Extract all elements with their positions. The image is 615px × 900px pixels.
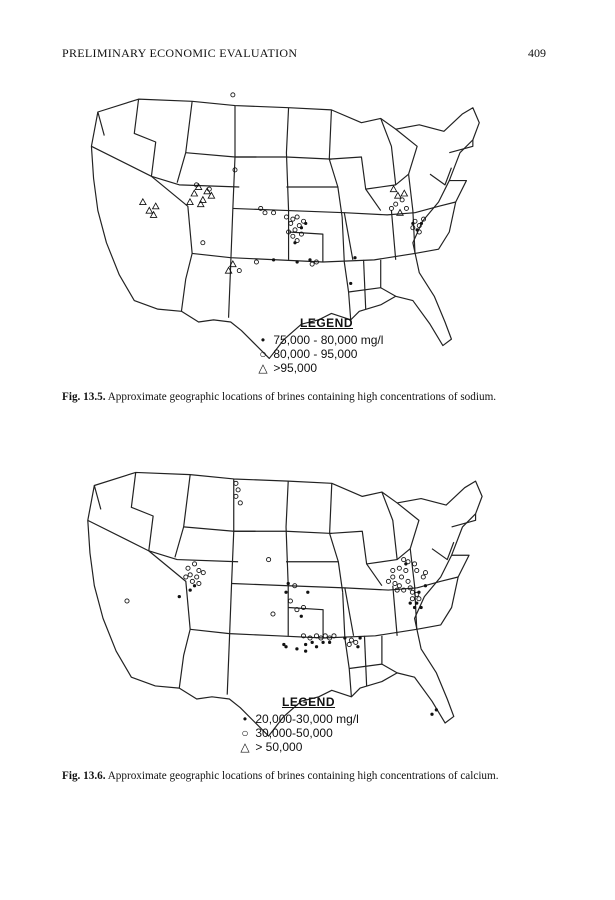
open-circle-marker xyxy=(289,221,293,225)
open-circle-marker xyxy=(389,206,393,210)
filled-dot-marker xyxy=(293,241,296,244)
open-circle-icon: ○ xyxy=(259,347,267,361)
open-circle-marker xyxy=(263,211,267,215)
open-circle-marker xyxy=(308,636,312,640)
filled-dot-marker xyxy=(315,645,318,648)
open-circle-marker xyxy=(192,562,196,566)
page-number: 409 xyxy=(528,46,546,60)
legend-row-open-circle: ○ 80,000 - 95,000 xyxy=(256,347,383,361)
open-circle-marker xyxy=(404,206,408,210)
open-circle-marker xyxy=(237,269,241,273)
open-triangle-marker xyxy=(187,199,193,205)
open-circle-marker xyxy=(406,579,410,583)
open-circle-icon: ○ xyxy=(241,726,249,740)
open-circle-marker xyxy=(125,599,129,603)
open-circle-marker xyxy=(411,226,415,230)
filled-dot-marker xyxy=(287,582,290,585)
open-circle-marker xyxy=(397,584,401,588)
open-circle-marker xyxy=(236,488,240,492)
open-triangle-marker xyxy=(153,203,159,209)
open-circle-marker xyxy=(421,575,425,579)
filled-dot-icon: • xyxy=(242,712,248,726)
open-circle-marker xyxy=(347,642,351,646)
filled-dot-marker xyxy=(415,602,418,605)
open-circle-marker xyxy=(184,575,188,579)
filled-dot-marker xyxy=(417,591,420,594)
filled-dot-marker xyxy=(353,256,356,259)
open-circle-marker xyxy=(397,566,401,570)
open-circle-marker xyxy=(291,234,295,238)
open-circle-marker xyxy=(314,634,318,638)
filled-dot-marker xyxy=(284,645,287,648)
open-circle-marker xyxy=(254,260,258,264)
open-triangle-marker xyxy=(150,212,156,218)
filled-dot-marker xyxy=(409,602,412,605)
open-triangle-marker xyxy=(198,201,204,207)
filled-dot-marker xyxy=(356,645,359,648)
legend-row-open-circle: ○ 30,000-50,000 xyxy=(238,726,359,740)
open-circle-marker xyxy=(295,215,299,219)
filled-dot-marker xyxy=(311,641,314,644)
open-triangle-marker xyxy=(191,190,197,196)
calcium-brine-map xyxy=(60,455,560,760)
filled-dot-marker xyxy=(413,606,416,609)
filled-dot-marker xyxy=(411,222,414,225)
open-circle-marker xyxy=(393,581,397,585)
filled-dot-marker xyxy=(284,591,287,594)
open-circle-marker xyxy=(391,575,395,579)
open-circle-marker xyxy=(233,168,237,172)
map-legend xyxy=(256,316,383,375)
filled-dot-marker xyxy=(300,615,303,618)
legend-title: LEGEND xyxy=(282,695,336,709)
open-circle-marker xyxy=(349,638,353,642)
filled-dot-marker xyxy=(420,222,423,225)
open-circle-marker xyxy=(391,568,395,572)
open-triangle-icon: △ xyxy=(240,740,250,754)
open-circle-marker xyxy=(190,579,194,583)
open-triangle-marker xyxy=(395,192,401,198)
open-circle-marker xyxy=(234,481,238,485)
open-circle-marker xyxy=(188,573,192,577)
figure-caption: Fig. 13.6. Approximate geographic locations of brines containing high concentrations of calcium. xyxy=(62,770,499,782)
open-circle-marker xyxy=(301,634,305,638)
filled-dot-icon: • xyxy=(260,333,266,347)
open-circle-marker xyxy=(301,605,305,609)
open-circle-marker xyxy=(231,93,235,97)
open-circle-marker xyxy=(354,640,358,644)
open-circle-marker xyxy=(197,568,201,572)
filled-dot-marker xyxy=(304,643,307,646)
filled-dot-marker xyxy=(358,636,361,639)
filled-dot-marker xyxy=(424,584,427,587)
open-circle-marker xyxy=(259,206,263,210)
open-circle-marker xyxy=(201,571,205,575)
map-legend xyxy=(238,695,359,754)
open-circle-marker xyxy=(314,260,318,264)
open-circle-marker xyxy=(287,230,291,234)
legend-row-filled-dot: • 75,000 - 80,000 mg/l xyxy=(256,333,383,347)
open-triangle-marker xyxy=(397,210,403,216)
open-circle-marker xyxy=(402,588,406,592)
legend-title: LEGEND xyxy=(300,316,354,330)
open-circle-marker xyxy=(408,586,412,590)
filled-dot-marker xyxy=(328,641,331,644)
open-circle-marker xyxy=(394,202,398,206)
filled-dot-marker xyxy=(189,588,192,591)
open-circle-marker xyxy=(415,568,419,572)
open-circle-marker xyxy=(234,494,238,498)
open-circle-marker xyxy=(413,562,417,566)
open-triangle-marker xyxy=(230,261,236,267)
open-circle-marker xyxy=(400,198,404,202)
figure-caption: Fig. 13.5. Approximate geographic locations of brines containing high concentrations of sodium. xyxy=(62,391,497,403)
filled-dot-marker xyxy=(416,228,419,231)
open-circle-marker xyxy=(422,217,426,221)
filled-dot-marker xyxy=(306,591,309,594)
running-head: PRELIMINARY ECONOMIC EVALUATION xyxy=(62,46,298,60)
filled-dot-marker xyxy=(349,282,352,285)
filled-dot-marker xyxy=(404,562,407,565)
open-circle-marker xyxy=(195,575,199,579)
open-circle-marker xyxy=(186,566,190,570)
filled-dot-marker xyxy=(295,647,298,650)
open-triangle-marker xyxy=(208,192,214,198)
open-triangle-marker xyxy=(140,199,146,205)
open-circle-marker xyxy=(284,215,288,219)
filled-dot-marker xyxy=(430,713,433,716)
open-triangle-marker xyxy=(390,186,396,192)
open-triangle-marker xyxy=(401,190,407,196)
open-circle-marker xyxy=(404,568,408,572)
open-circle-marker xyxy=(328,636,332,640)
open-circle-marker xyxy=(332,634,336,638)
open-circle-marker xyxy=(410,590,414,594)
open-circle-marker xyxy=(323,634,327,638)
filled-dot-marker xyxy=(296,260,299,263)
open-circle-marker xyxy=(271,612,275,616)
open-circle-marker xyxy=(423,571,427,575)
filled-dot-marker xyxy=(343,636,346,639)
open-circle-marker xyxy=(293,228,297,232)
open-circle-marker xyxy=(410,597,414,601)
legend-row-filled-dot: • 20,000-30,000 mg/l xyxy=(238,712,359,726)
open-circle-marker xyxy=(272,211,276,215)
open-circle-marker xyxy=(402,558,406,562)
filled-dot-marker xyxy=(308,258,311,261)
open-circle-marker xyxy=(238,501,242,505)
filled-dot-marker xyxy=(272,258,275,261)
open-triangle-marker xyxy=(146,207,152,213)
open-circle-marker xyxy=(319,636,323,640)
sodium-brine-map xyxy=(60,82,560,382)
open-triangle-icon: △ xyxy=(258,361,268,375)
open-circle-marker xyxy=(310,262,314,266)
open-circle-marker xyxy=(267,558,271,562)
filled-dot-marker xyxy=(321,641,324,644)
open-circle-marker xyxy=(288,599,292,603)
legend-row-open-triangle: △ >95,000 xyxy=(256,361,383,375)
open-triangle-marker xyxy=(225,267,231,273)
filled-dot-marker xyxy=(178,595,181,598)
open-circle-marker xyxy=(395,588,399,592)
filled-dot-marker xyxy=(304,649,307,652)
legend-row-open-triangle: △ > 50,000 xyxy=(238,740,359,754)
open-circle-marker xyxy=(197,581,201,585)
open-circle-marker xyxy=(201,241,205,245)
open-circle-marker xyxy=(291,217,295,221)
filled-dot-marker xyxy=(419,606,422,609)
open-circle-marker xyxy=(386,579,390,583)
filled-dot-marker xyxy=(435,708,438,711)
open-circle-marker xyxy=(293,584,297,588)
open-circle-marker xyxy=(295,608,299,612)
filled-dot-marker xyxy=(193,584,196,587)
open-circle-marker xyxy=(399,575,403,579)
filled-dot-marker xyxy=(304,222,307,225)
open-circle-marker xyxy=(299,232,303,236)
filled-dot-marker xyxy=(300,226,303,229)
open-circle-marker xyxy=(417,597,421,601)
